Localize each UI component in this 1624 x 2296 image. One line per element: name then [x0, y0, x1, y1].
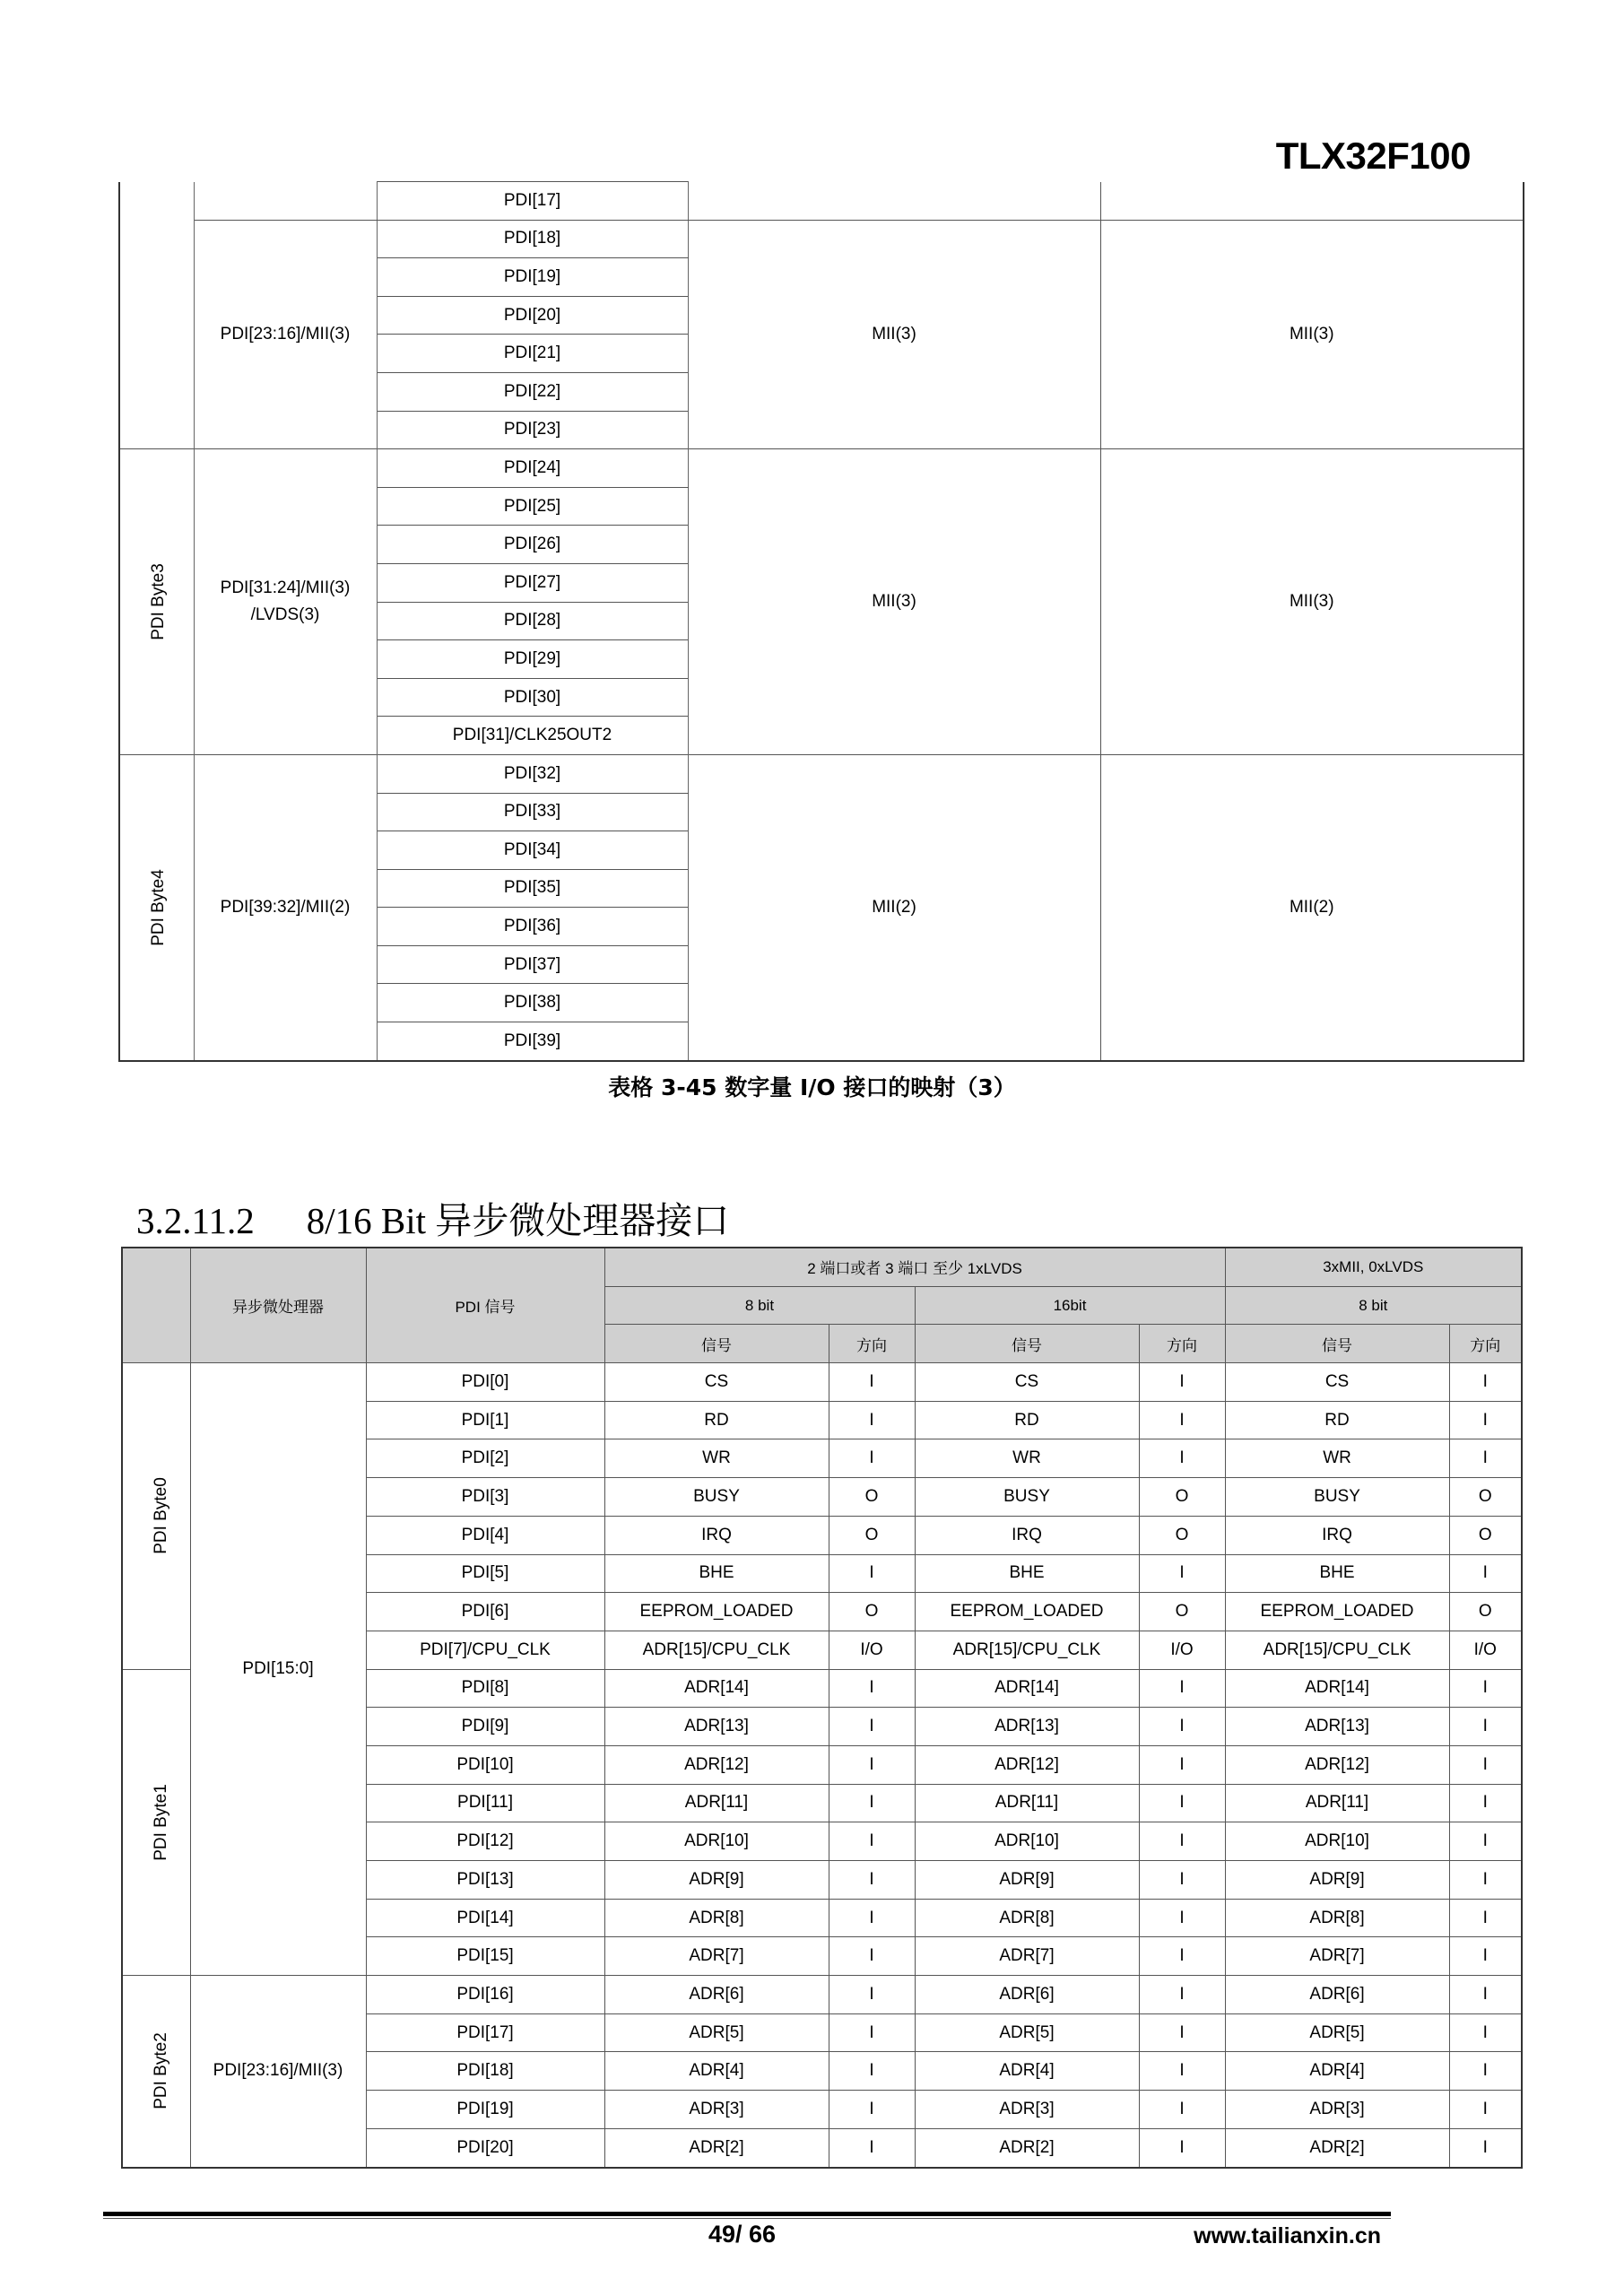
signal-8bit-cell: ADR[12] [604, 1745, 829, 1784]
pdi-signal-cell: PDI[16] [366, 1976, 604, 2014]
group-byte1 [122, 1669, 190, 1976]
pdi-signal-cell: PDI[18] [366, 2052, 604, 2091]
group-label-byte2: PDI Byte2 [151, 2032, 170, 2110]
signal-8bit-cell: ADR[15]/CPU_CLK [604, 1631, 829, 1669]
signal-16bit-cell: WR [915, 1439, 1139, 1478]
dir-16bit-cell: I [1139, 2013, 1225, 2052]
pin-cell: PDI[20] [377, 296, 688, 335]
signal-mii-cell: ADR[9] [1225, 1861, 1449, 1900]
pin-cell: PDI[25] [377, 487, 688, 526]
dir-16bit-cell: I [1139, 1401, 1225, 1439]
dir-8bit-cell: I [829, 1899, 915, 1937]
pin-cell: PDI[32] [377, 754, 688, 793]
dir-16bit-cell: I [1139, 1554, 1225, 1593]
signal-8bit-cell: CS [604, 1363, 829, 1402]
pdi-signal-cell: PDI[5] [366, 1554, 604, 1593]
dir-8bit-cell: I [829, 1708, 915, 1746]
dir-mii-cell: I [1449, 1822, 1522, 1861]
brand-title: TLX32F100 [1275, 135, 1471, 177]
byte4-col3: MII(2) [688, 754, 1100, 1060]
dir-8bit-cell: I [829, 1822, 915, 1861]
signal-8bit-cell: ADR[13] [604, 1708, 829, 1746]
signal-mii-cell: ADR[2] [1225, 2128, 1449, 2167]
dir-16bit-cell: I [1139, 2091, 1225, 2129]
dir-8bit-cell: I [829, 1669, 915, 1708]
signal-8bit-cell: ADR[9] [604, 1861, 829, 1900]
signal-16bit-cell: ADR[8] [915, 1899, 1139, 1937]
dir-16bit-cell: O [1139, 1478, 1225, 1517]
async-mcu-interface-table [121, 1247, 1523, 2169]
dir-8bit-cell: I [829, 2052, 915, 2091]
header-8bit-mii: 8 bit [1225, 1286, 1522, 1325]
signal-8bit-cell: ADR[8] [604, 1899, 829, 1937]
dir-16bit-cell: I [1139, 1363, 1225, 1402]
pdi-signal-cell: PDI[14] [366, 1899, 604, 1937]
byte4-col4: MII(2) [1100, 754, 1524, 1060]
dir-16bit-cell: O [1139, 1593, 1225, 1631]
signal-mii-cell: WR [1225, 1439, 1449, 1478]
signal-mii-cell: ADR[4] [1225, 2052, 1449, 2091]
pdi-signal-cell: PDI[4] [366, 1516, 604, 1554]
byte3-label [194, 449, 377, 755]
signal-8bit-cell: ADR[11] [604, 1784, 829, 1822]
signal-16bit-cell: ADR[14] [915, 1669, 1139, 1708]
dir-mii-cell: I [1449, 2128, 1522, 2167]
header-group-mii: 3xMII, 0xLVDS [1225, 1248, 1522, 1286]
dir-16bit-cell: I [1139, 1822, 1225, 1861]
pdi-signal-cell: PDI[3] [366, 1478, 604, 1517]
signal-mii-cell: BUSY [1225, 1478, 1449, 1517]
signal-16bit-cell: ADR[15]/CPU_CLK [915, 1631, 1139, 1669]
signal-16bit-cell: ADR[6] [915, 1976, 1139, 2014]
dir-16bit-cell: O [1139, 1516, 1225, 1554]
dir-8bit-cell: I [829, 1937, 915, 1976]
dir-mii-cell: I/O [1449, 1631, 1522, 1669]
signal-16bit-cell: ADR[5] [915, 2013, 1139, 2052]
header-pdi-signal: PDI 信号 [366, 1248, 604, 1363]
pdi-signal-cell: PDI[0] [366, 1363, 604, 1402]
signal-mii-cell: ADR[3] [1225, 2091, 1449, 2129]
header-async-mcu: 异步微处理器 [190, 1248, 366, 1363]
table-caption: 表格 3-45 数字量 I/O 接口的映射（3） [608, 1074, 1016, 1100]
signal-mii-cell: ADR[11] [1225, 1784, 1449, 1822]
signal-8bit-cell: ADR[5] [604, 2013, 829, 2052]
header-direction: 方向 [829, 1325, 915, 1363]
signal-8bit-cell: ADR[7] [604, 1937, 829, 1976]
section-heading [136, 1191, 729, 1244]
signal-16bit-cell: ADR[11] [915, 1784, 1139, 1822]
pin-cell: PDI[29] [377, 640, 688, 679]
dir-16bit-cell: I [1139, 2052, 1225, 2091]
pdi-signal-cell: PDI[7]/CPU_CLK [366, 1631, 604, 1669]
page-number: 49/ 66 [708, 2221, 777, 2248]
byte2-col3: MII(3) [688, 220, 1100, 449]
dir-16bit-cell: I [1139, 1937, 1225, 1976]
pin-cell: PDI[28] [377, 602, 688, 640]
signal-16bit-cell: ADR[10] [915, 1822, 1139, 1861]
dir-mii-cell: O [1449, 1478, 1522, 1517]
dir-8bit-cell: I [829, 1363, 915, 1402]
header-group-lvds: 2 端口或者 3 端口 至少 1xLVDS [604, 1248, 1225, 1286]
signal-16bit-cell: ADR[12] [915, 1745, 1139, 1784]
pin-cell: PDI[36] [377, 908, 688, 946]
pdi-signal-cell: PDI[1] [366, 1401, 604, 1439]
dir-mii-cell: I [1449, 1937, 1522, 1976]
dir-mii-cell: I [1449, 1976, 1522, 2014]
signal-mii-cell: BHE [1225, 1554, 1449, 1593]
dir-mii-cell: I [1449, 2091, 1522, 2129]
group-byte2 [122, 1976, 190, 2168]
group-label-byte0: PDI Byte0 [151, 1477, 170, 1555]
pdi-signal-cell: PDI[15] [366, 1937, 604, 1976]
footer-rule [103, 2212, 1391, 2216]
footer-rule-thin [103, 2218, 1391, 2219]
pdi-signal-cell: PDI[6] [366, 1593, 604, 1631]
dir-16bit-cell: I [1139, 1439, 1225, 1478]
dir-mii-cell: I [1449, 1401, 1522, 1439]
dir-16bit-cell: I [1139, 1669, 1225, 1708]
dir-16bit-cell: I [1139, 1976, 1225, 2014]
signal-16bit-cell: ADR[7] [915, 1937, 1139, 1976]
signal-8bit-cell: ADR[2] [604, 2128, 829, 2167]
dir-mii-cell: O [1449, 1516, 1522, 1554]
signal-mii-cell: ADR[10] [1225, 1822, 1449, 1861]
signal-mii-cell: IRQ [1225, 1516, 1449, 1554]
signal-mii-cell: ADR[14] [1225, 1669, 1449, 1708]
pin-cell: PDI[39] [377, 1022, 688, 1061]
group-byte0 [122, 1363, 190, 1670]
dir-8bit-cell: I [829, 1861, 915, 1900]
dir-mii-cell: I [1449, 1363, 1522, 1402]
website-url: www.tailianxin.cn [1194, 2223, 1381, 2248]
dir-8bit-cell: O [829, 1593, 915, 1631]
dir-mii-cell: I [1449, 1708, 1522, 1746]
pdi-signal-cell: PDI[9] [366, 1708, 604, 1746]
pdi-signal-cell: PDI[20] [366, 2128, 604, 2167]
signal-16bit-cell: CS [915, 1363, 1139, 1402]
dir-mii-cell: I [1449, 1439, 1522, 1478]
dir-mii-cell: I [1449, 1669, 1522, 1708]
byte2-col4: MII(3) [1100, 220, 1524, 449]
dir-mii-cell: I [1449, 2013, 1522, 2052]
signal-8bit-cell: WR [604, 1439, 829, 1478]
pin-cell: PDI[19] [377, 258, 688, 297]
dir-8bit-cell: O [829, 1478, 915, 1517]
pin-cell: PDI[33] [377, 793, 688, 831]
byte3-label-line2: /LVDS(3) [250, 605, 320, 625]
dir-mii-cell: I [1449, 1899, 1522, 1937]
dir-mii-cell: O [1449, 1593, 1522, 1631]
signal-8bit-cell: IRQ [604, 1516, 829, 1554]
dir-8bit-cell: I [829, 2013, 915, 2052]
header-8bit: 8 bit [604, 1286, 915, 1325]
pin-cell: PDI[23] [377, 411, 688, 449]
dir-16bit-cell: I [1139, 1745, 1225, 1784]
signal-mii-cell: ADR[6] [1225, 1976, 1449, 2014]
dir-16bit-cell: I [1139, 1708, 1225, 1746]
dir-8bit-cell: I [829, 1554, 915, 1593]
pdi-signal-cell: PDI[12] [366, 1822, 604, 1861]
signal-mii-cell: CS [1225, 1363, 1449, 1402]
signal-16bit-cell: BHE [915, 1554, 1139, 1593]
merged-pdi-15-0: PDI[15:0] [190, 1363, 366, 1976]
signal-8bit-cell: EEPROM_LOADED [604, 1593, 829, 1631]
header-blank [122, 1248, 190, 1363]
signal-8bit-cell: ADR[14] [604, 1669, 829, 1708]
pdi-signal-cell: PDI[11] [366, 1784, 604, 1822]
signal-16bit-cell: ADR[3] [915, 2091, 1139, 2129]
dir-mii-cell: I [1449, 1861, 1522, 1900]
pin-cell: PDI[37] [377, 945, 688, 984]
dir-8bit-cell: I [829, 2128, 915, 2167]
header-signal: 信号 [604, 1325, 829, 1363]
signal-16bit-cell: RD [915, 1401, 1139, 1439]
dir-mii-cell: I [1449, 2052, 1522, 2091]
byte2-label: PDI[23:16]/MII(3) [194, 220, 377, 449]
section-title: 8/16 Bit 异步微处理器接口 [306, 1200, 730, 1241]
pdi-signal-cell: PDI[8] [366, 1669, 604, 1708]
dir-16bit-cell: I/O [1139, 1631, 1225, 1669]
byte4-label: PDI[39:32]/MII(2) [194, 754, 377, 1060]
signal-mii-cell: ADR[5] [1225, 2013, 1449, 2052]
dir-16bit-cell: I [1139, 1899, 1225, 1937]
dir-8bit-cell: I [829, 1401, 915, 1439]
signal-mii-cell: ADR[12] [1225, 1745, 1449, 1784]
pin-cell: PDI[27] [377, 563, 688, 602]
signal-8bit-cell: BHE [604, 1554, 829, 1593]
pin-cell: PDI[24] [377, 449, 688, 488]
dir-mii-cell: I [1449, 1784, 1522, 1822]
pdi-signal-cell: PDI[10] [366, 1745, 604, 1784]
pin-cell: PDI[30] [377, 678, 688, 717]
merged-pdi-23-16: PDI[23:16]/MII(3) [190, 1976, 366, 2168]
group-label-byte1: PDI Byte1 [151, 1784, 170, 1861]
signal-16bit-cell: EEPROM_LOADED [915, 1593, 1139, 1631]
pdi-signal-cell: PDI[13] [366, 1861, 604, 1900]
dir-8bit-cell: I [829, 2091, 915, 2129]
byte3-col4: MII(3) [1100, 449, 1524, 755]
signal-8bit-cell: ADR[3] [604, 2091, 829, 2129]
section-number: 3.2.11.2 [136, 1200, 255, 1241]
dir-8bit-cell: I [829, 1439, 915, 1478]
header-16bit: 16bit [915, 1286, 1225, 1325]
pin-cell: PDI[31]/CLK25OUT2 [377, 717, 688, 755]
pin-cell: PDI[38] [377, 984, 688, 1022]
dir-mii-cell: I [1449, 1745, 1522, 1784]
dir-8bit-cell: I [829, 1784, 915, 1822]
dir-16bit-cell: I [1139, 1784, 1225, 1822]
pin-cell: PDI[18] [377, 220, 688, 258]
signal-mii-cell: ADR[13] [1225, 1708, 1449, 1746]
dir-16bit-cell: I [1139, 2128, 1225, 2167]
group-label-byte4: PDI Byte4 [148, 869, 168, 946]
signal-mii-cell: ADR[15]/CPU_CLK [1225, 1631, 1449, 1669]
pin-cell: PDI[26] [377, 526, 688, 564]
pdi-signal-cell: PDI[19] [366, 2091, 604, 2129]
dir-mii-cell: I [1449, 1554, 1522, 1593]
header-signal: 信号 [1225, 1325, 1449, 1363]
io-mapping-table-continued [118, 181, 1524, 1062]
signal-8bit-cell: ADR[4] [604, 2052, 829, 2091]
signal-8bit-cell: RD [604, 1401, 829, 1439]
signal-16bit-cell: ADR[9] [915, 1861, 1139, 1900]
pin-cell: PDI[35] [377, 869, 688, 908]
dir-8bit-cell: I [829, 1976, 915, 2014]
pin-cell: PDI[17] [377, 182, 688, 221]
signal-8bit-cell: ADR[10] [604, 1822, 829, 1861]
signal-16bit-cell: ADR[2] [915, 2128, 1139, 2167]
header-direction: 方向 [1449, 1325, 1522, 1363]
signal-mii-cell: ADR[7] [1225, 1937, 1449, 1976]
pin-cell: PDI[34] [377, 831, 688, 870]
dir-8bit-cell: I [829, 1745, 915, 1784]
byte3-label-line1: PDI[31:24]/MII(3) [220, 578, 351, 598]
table-row [122, 1976, 1522, 2014]
signal-8bit-cell: ADR[6] [604, 1976, 829, 2014]
signal-16bit-cell: ADR[13] [915, 1708, 1139, 1746]
signal-mii-cell: RD [1225, 1401, 1449, 1439]
signal-mii-cell: EEPROM_LOADED [1225, 1593, 1449, 1631]
table-row [122, 1363, 1522, 1402]
signal-16bit-cell: BUSY [915, 1478, 1139, 1517]
signal-16bit-cell: ADR[4] [915, 2052, 1139, 2091]
signal-mii-cell: ADR[8] [1225, 1899, 1449, 1937]
header-signal: 信号 [915, 1325, 1139, 1363]
signal-8bit-cell: BUSY [604, 1478, 829, 1517]
dir-16bit-cell: I [1139, 1861, 1225, 1900]
pin-cell: PDI[22] [377, 372, 688, 411]
dir-8bit-cell: O [829, 1516, 915, 1554]
pin-cell: PDI[21] [377, 335, 688, 373]
group-label-byte3: PDI Byte3 [148, 563, 168, 640]
pdi-signal-cell: PDI[17] [366, 2013, 604, 2052]
byte3-col3: MII(3) [688, 449, 1100, 755]
pdi-signal-cell: PDI[2] [366, 1439, 604, 1478]
dir-8bit-cell: I/O [829, 1631, 915, 1669]
signal-16bit-cell: IRQ [915, 1516, 1139, 1554]
header-direction: 方向 [1139, 1325, 1225, 1363]
